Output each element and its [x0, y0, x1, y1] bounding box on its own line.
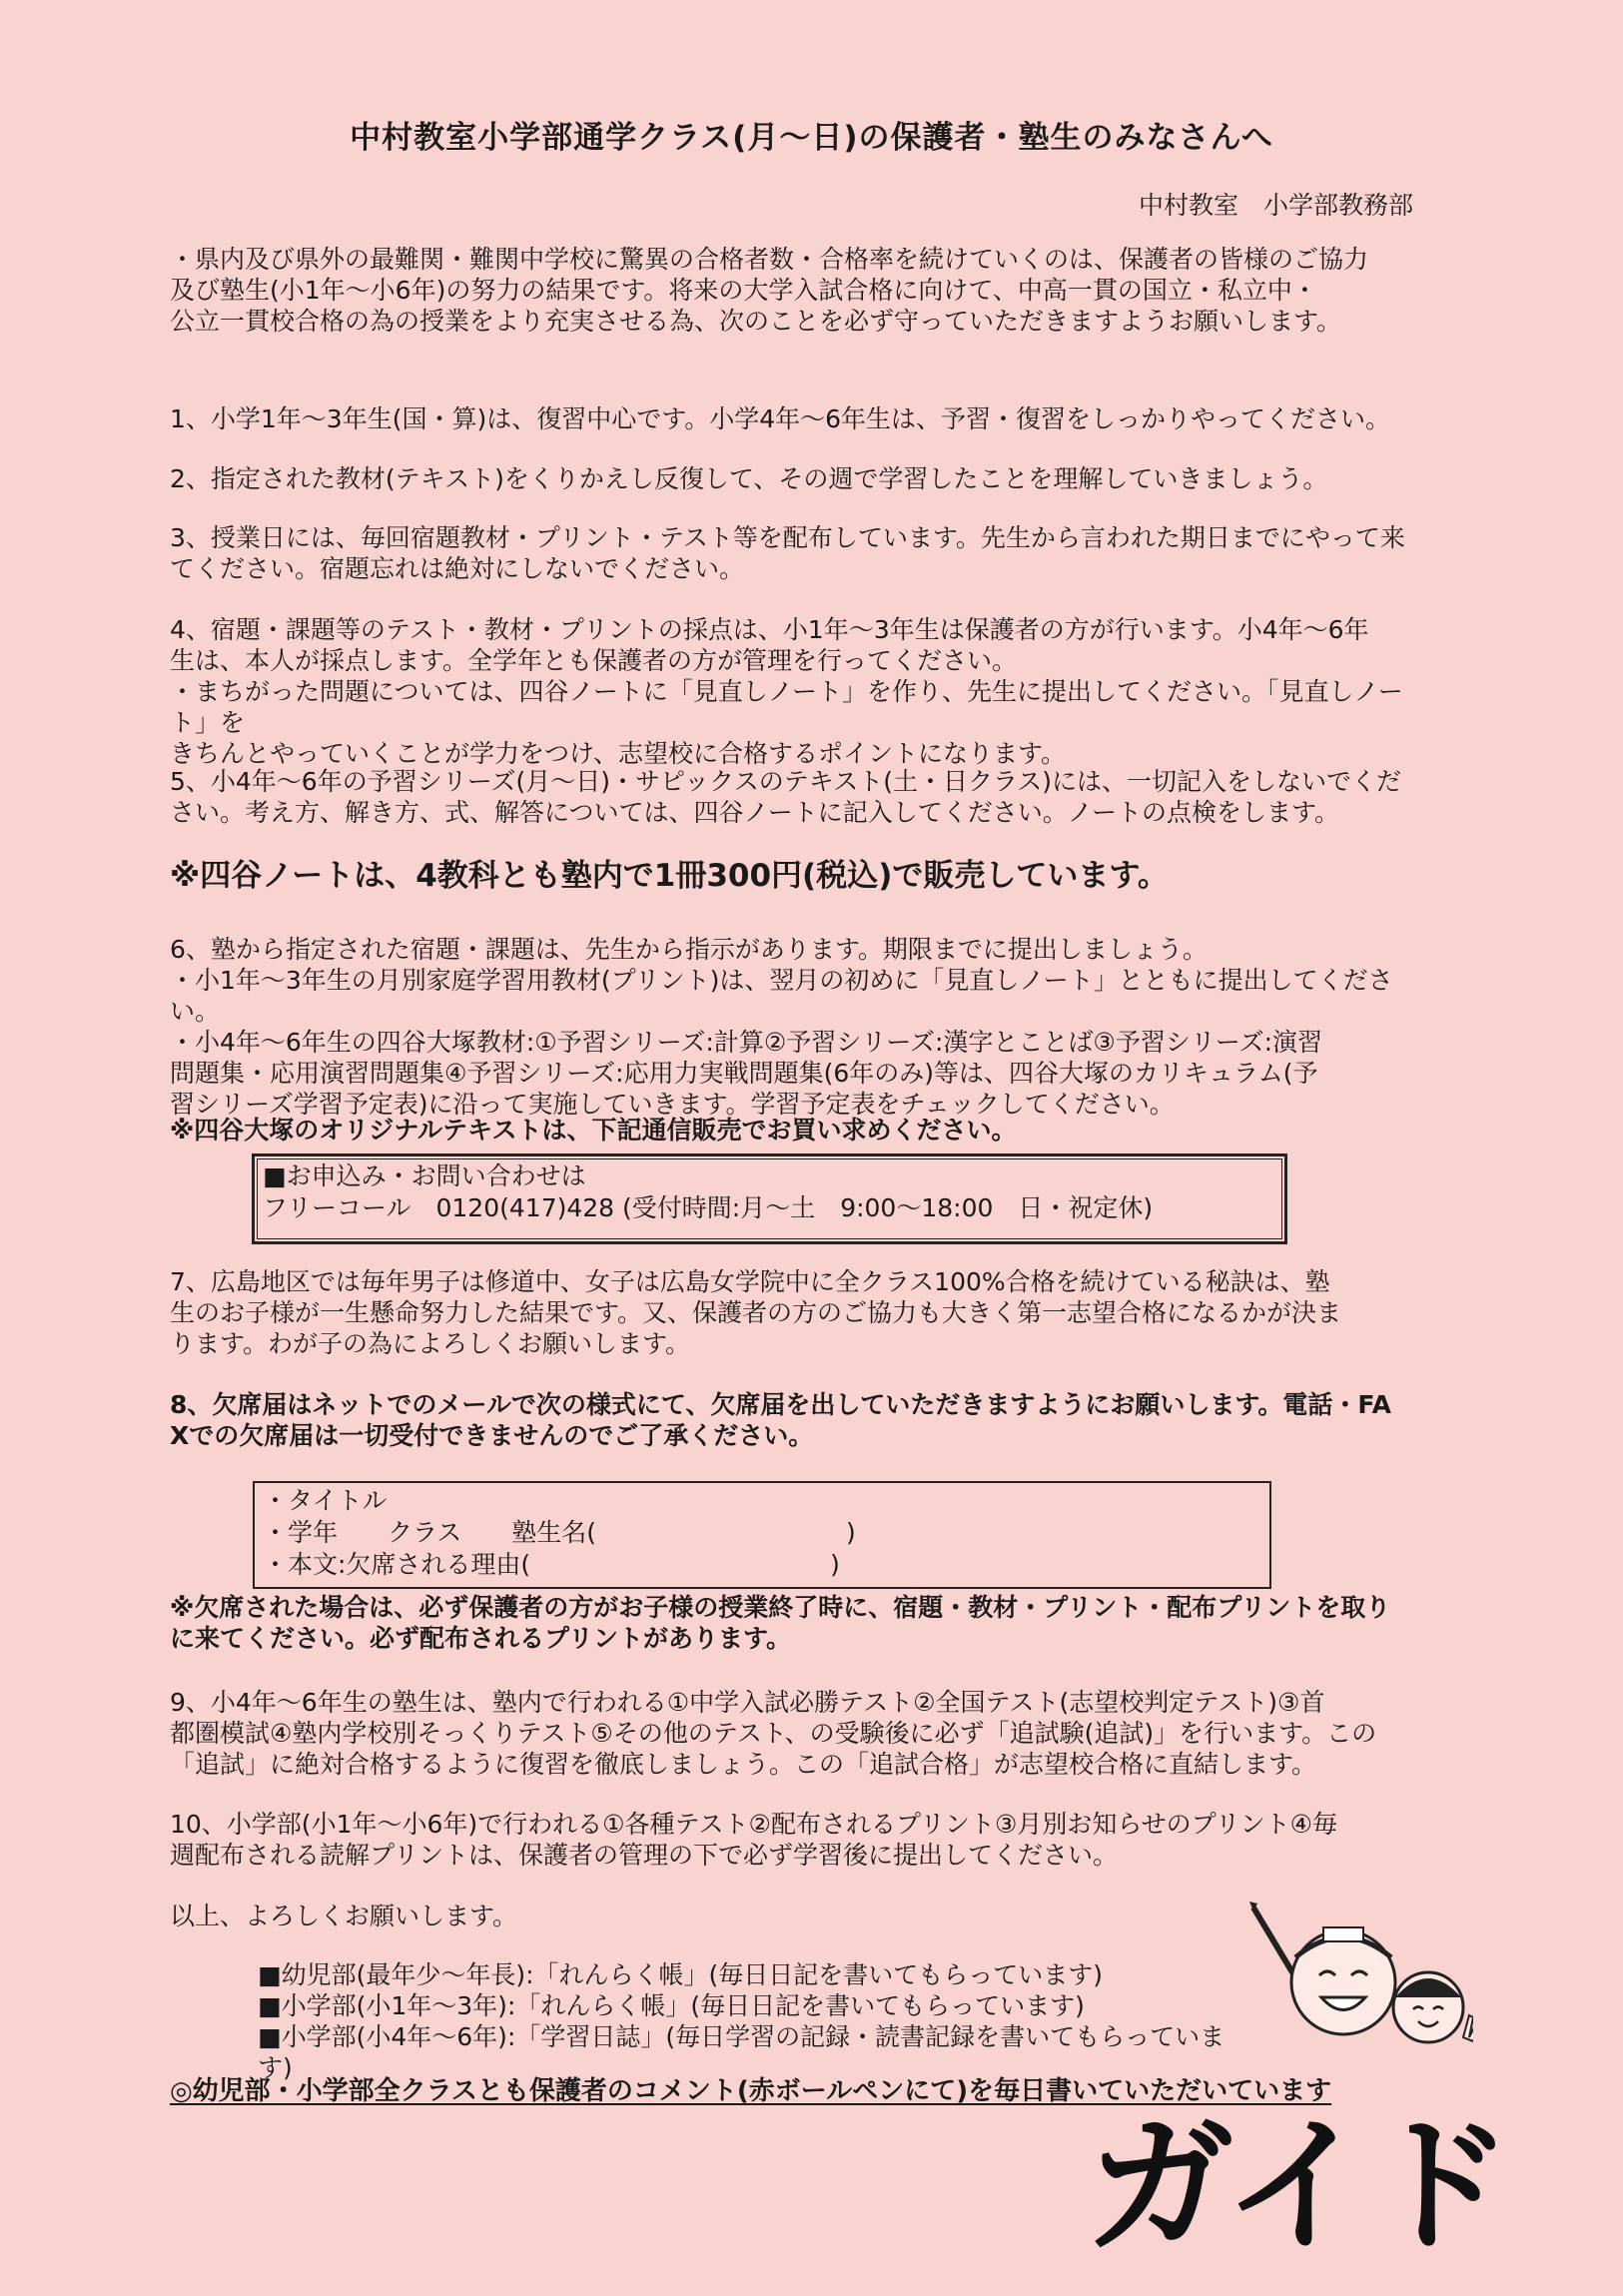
- text-line: ・小1年～3年生の月別家庭学習用教材(プリント)は、翌月の初めに「見直しノート」とともに提出してください。: [170, 966, 1393, 1026]
- item-10: [170, 1809, 1408, 1871]
- text-line: 公立一貫校合格の為の授業をより充実させる為、次のことを必ず守っていただきますようお願いします。: [170, 307, 1342, 336]
- item-1: [170, 403, 1408, 434]
- text-line: 1、小学1年～3年生(国・算)は、復習中心です。小学4年～6年生は、予習・復習をしっかりやってください。: [170, 404, 1391, 433]
- text-line: 及び塾生(小1年～小6年)の努力の結果です。将来の大学入試合格に向けて、中高一貫の国立・私立中・: [170, 276, 1317, 305]
- item-2: [170, 463, 1408, 494]
- absence-note: [170, 1592, 1408, 1654]
- item-4: [170, 614, 1408, 769]
- text-line: 10、小学部(小1年～小6年)で行われる①各種テスト②配布されるプリント③月別お知らせのプリント④毎: [170, 1810, 1338, 1839]
- text-line: 5、小4年～6年の予習シリーズ(月～日)・サピックスのテキスト(土・日クラス)には、一切記入をしないでくだ: [170, 767, 1401, 796]
- text-line: 生は、本人が採点します。全学年とも保護者の方が管理を行ってください。: [170, 646, 1018, 675]
- text-line: ・まちがった問題については、四谷ノートに「見直しノート」を作り、先生に提出してください。「見直しノート」を: [170, 677, 1403, 737]
- contact-phone: フリーコール 0120(417)428 (受付時間:月～土 9:00～18:00 日・祝定休): [263, 1193, 1154, 1222]
- text-line: 4、宿題・課題等のテスト・教材・プリントの採点は、小1年～3年生は保護者の方が行います。小4年～6年: [170, 615, 1369, 644]
- item-7: [170, 1266, 1408, 1359]
- diary-item: ■小学部(小1年～3年):「れんらく帳」(毎日日記を書いてもらっています): [258, 1991, 1085, 2020]
- text-line: 生のお子様が一生懸命努力した結果です。又、保護者の方のご協力も大きく第一志望合格になるかが決ま: [170, 1298, 1342, 1327]
- diary-item: ■幼児部(最年少～年長):「れんらく帳」(毎日日記を書いてもらっています): [258, 1960, 1104, 1989]
- text-line: ※欠席された場合は、必ず保護者の方がお子様の授業終了時に、宿題・教材・プリント・配布プリントを取り: [170, 1593, 1391, 1622]
- item-5: [170, 766, 1408, 828]
- text-line: に来てください。必ず配布されるプリントがあります。: [170, 1624, 792, 1653]
- text-line: さい。考え方、解き方、式、解答については、四谷ノートに記入してください。ノートの点検をします。: [170, 798, 1340, 827]
- footer-note: ◎幼児部・小学部全クラスとも保護者のコメント(赤ボールペンにて)を毎日書いていただいています: [170, 2076, 1332, 2106]
- text-line: 習シリーズ学習予定表)に沿って実施していきます。学習予定表をチェックしてください。: [170, 1090, 1175, 1119]
- text-line: ・小4年～6年生の四谷大塚教材:①予習シリーズ:計算②予習シリーズ:漢字とことば③予習シリーズ:演習: [170, 1028, 1322, 1057]
- contact-box: [252, 1153, 1287, 1244]
- absence-form-box: [253, 1481, 1271, 1589]
- text-line: 6、塾から指定された宿題・課題は、先生から指示があります。期限までに提出しましょう。: [170, 935, 1208, 964]
- item-8: [170, 1389, 1408, 1451]
- diary-list: [258, 1959, 1256, 2083]
- text-line: きちんとやっていくことが学力をつけ、志望校に合格するポイントになります。: [170, 739, 1067, 768]
- form-line-title: ・タイトル: [263, 1486, 388, 1515]
- intro-paragraph: [170, 244, 1408, 337]
- item-6: [170, 934, 1408, 1120]
- guide-heading: ガイド: [1086, 2100, 1507, 2272]
- text-line: Xでの欠席届は一切受付できませんのでご了承ください。: [170, 1421, 814, 1450]
- contact-heading: ■お申込み・お問い合わせは: [263, 1161, 586, 1190]
- text-line: 「追試」に絶対合格するように復習を徹底しましょう。この「追試合格」が志望校合格に直結します。: [170, 1750, 1317, 1779]
- closing-line: 以上、よろしくお願いします。: [170, 1902, 518, 1930]
- original-text-notice: ※四谷大塚のオリジナルテキストは、下記通信販売でお買い求めください。: [170, 1116, 1017, 1145]
- text-line: 9、小4年～6年生の塾生は、塾内で行われる①中学入試必勝テスト②全国テスト(志望校判定テスト)③首: [170, 1688, 1325, 1717]
- text-line: 週配布される読解プリントは、保護者の管理の下で必ず学習後に提出してください。: [170, 1841, 1119, 1870]
- text-line: 問題集・応用演習問題集④予習シリーズ:応用力実戦問題集(6年のみ)等は、四谷大塚のカリキュラム(予: [170, 1059, 1318, 1088]
- form-line-student: ・学年 クラス 塾生名( ): [263, 1518, 856, 1547]
- yotsuya-note-notice: ※四谷ノートは、4教科とも塾内で1冊300円(税込)で販売しています。: [170, 858, 1169, 894]
- department-name: 中村教室 小学部教務部: [1138, 191, 1413, 220]
- diary-item: ■小学部(小4年～6年):「学習日誌」(毎日学習の記録・読書記録を書いてもらっています): [258, 2022, 1225, 2082]
- text-line: 2、指定された教材(テキスト)をくりかえし反復して、その週で学習したことを理解していきましょう。: [170, 464, 1328, 493]
- item-3: [170, 522, 1408, 584]
- text-line: ります。わが子の為によろしくお願いします。: [170, 1329, 691, 1358]
- form-line-reason: ・本文:欠席される理由( ): [263, 1550, 840, 1579]
- mascot-illustration-icon: [1243, 1898, 1473, 2067]
- text-line: 都圏模試④塾内学校別そっくりテスト⑤その他のテスト、の受験後に必ず「追試験(追試)」を行います。この: [170, 1719, 1377, 1748]
- text-line: てください。宿題忘れは絶対にしないでください。: [170, 554, 745, 583]
- item-9: [170, 1687, 1408, 1780]
- text-line: 8、欠席届はネットでのメールで次の様式にて、欠席届を出していただきますようにお願いします。電話・FA: [170, 1390, 1391, 1419]
- text-line: 7、広島地区では毎年男子は修道中、女子は広島女学院中に全クラス100%合格を続けている秘訣は、塾: [170, 1267, 1330, 1296]
- text-line: ・県内及び県外の最難関・難関中学校に驚異の合格者数・合格率を続けていくのは、保護者の皆様のご協力: [170, 245, 1369, 274]
- page-title: 中村教室小学部通学クラス(月～日)の保護者・塾生のみなさんへ: [350, 120, 1273, 156]
- text-line: 3、授業日には、毎回宿題教材・プリント・テスト等を配布しています。先生から言われた期日までにやって来: [170, 523, 1405, 552]
